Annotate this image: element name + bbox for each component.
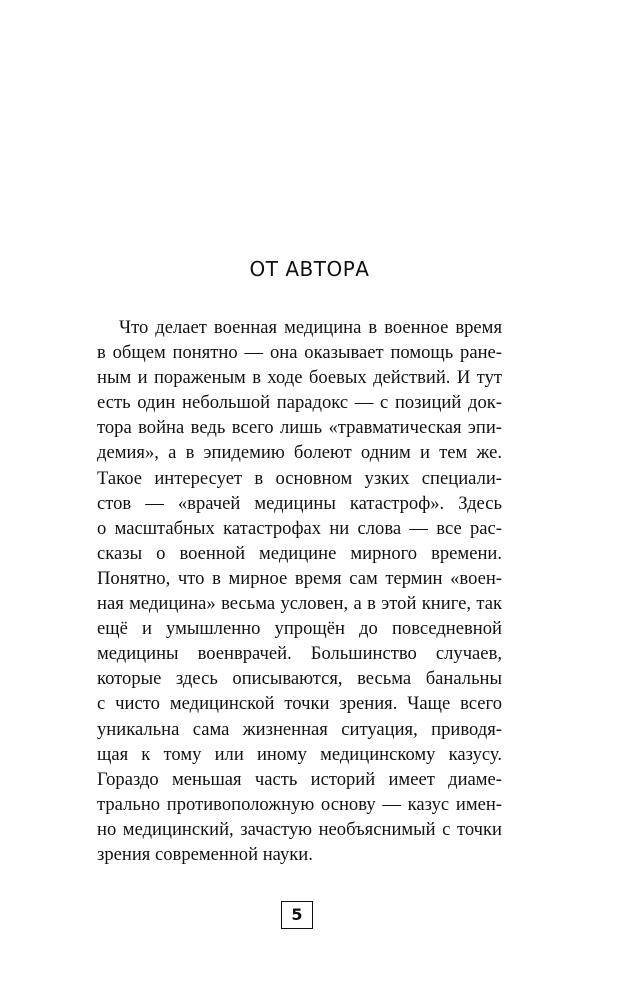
text-line: в общем понятно — она оказывает помощь ране- (97, 342, 502, 364)
text-line: Такое интересует в основном узких специали- (97, 467, 502, 489)
text-line: о масштабных катастрофах ни слова — все рас- (97, 517, 502, 539)
text-line: Гораздо меньшая часть историй имеет диаме- (97, 768, 502, 790)
chapter-heading: ОТ АВТОРА (249, 257, 370, 281)
text-line: есть один небольшой парадокс — с позиций док- (97, 392, 502, 414)
text-line: зрения современной науки. (97, 843, 313, 865)
text-line: ещё и умышленно упрощён до повседневной (97, 618, 502, 640)
text-line: которые здесь описываются, весьма банальны (97, 668, 502, 690)
text-line: медицины военврачей. Большинство случаев, (97, 643, 502, 665)
text-line: уникальна сама жизненная ситуация, приводя- (97, 718, 502, 740)
text-line: ным и пораженым в ходе боевых действий. И тут (97, 367, 502, 389)
page-number: 5 (281, 901, 313, 929)
text-line: но медицинский, зачастую необъяснимый с точки (97, 818, 502, 840)
text-line: щая к тому или иному медицинскому казусу. (97, 743, 502, 765)
text-line: Что делает военная медицина в военное время (119, 317, 502, 338)
text-line: трально противоположную основу — казус имен- (97, 793, 502, 815)
body-paragraph (97, 315, 502, 867)
text-line: с чисто медицинской точки зрения. Чаще всего (97, 693, 502, 715)
text-line: ная медицина» весьма условен, а в этой книге, так (97, 593, 502, 615)
text-line: Понятно, что в мирное время сам термин «воен- (97, 567, 502, 589)
text-line: сказы о военной медицине мирного времени. (97, 542, 502, 564)
text-line: демия», а в эпидемию болеют одним и тем же. (97, 442, 502, 464)
text-line: стов — «врачей медицины катастроф». Здесь (97, 492, 502, 514)
text-line: тора война ведь всего лишь «травматическая эпи- (97, 417, 502, 439)
